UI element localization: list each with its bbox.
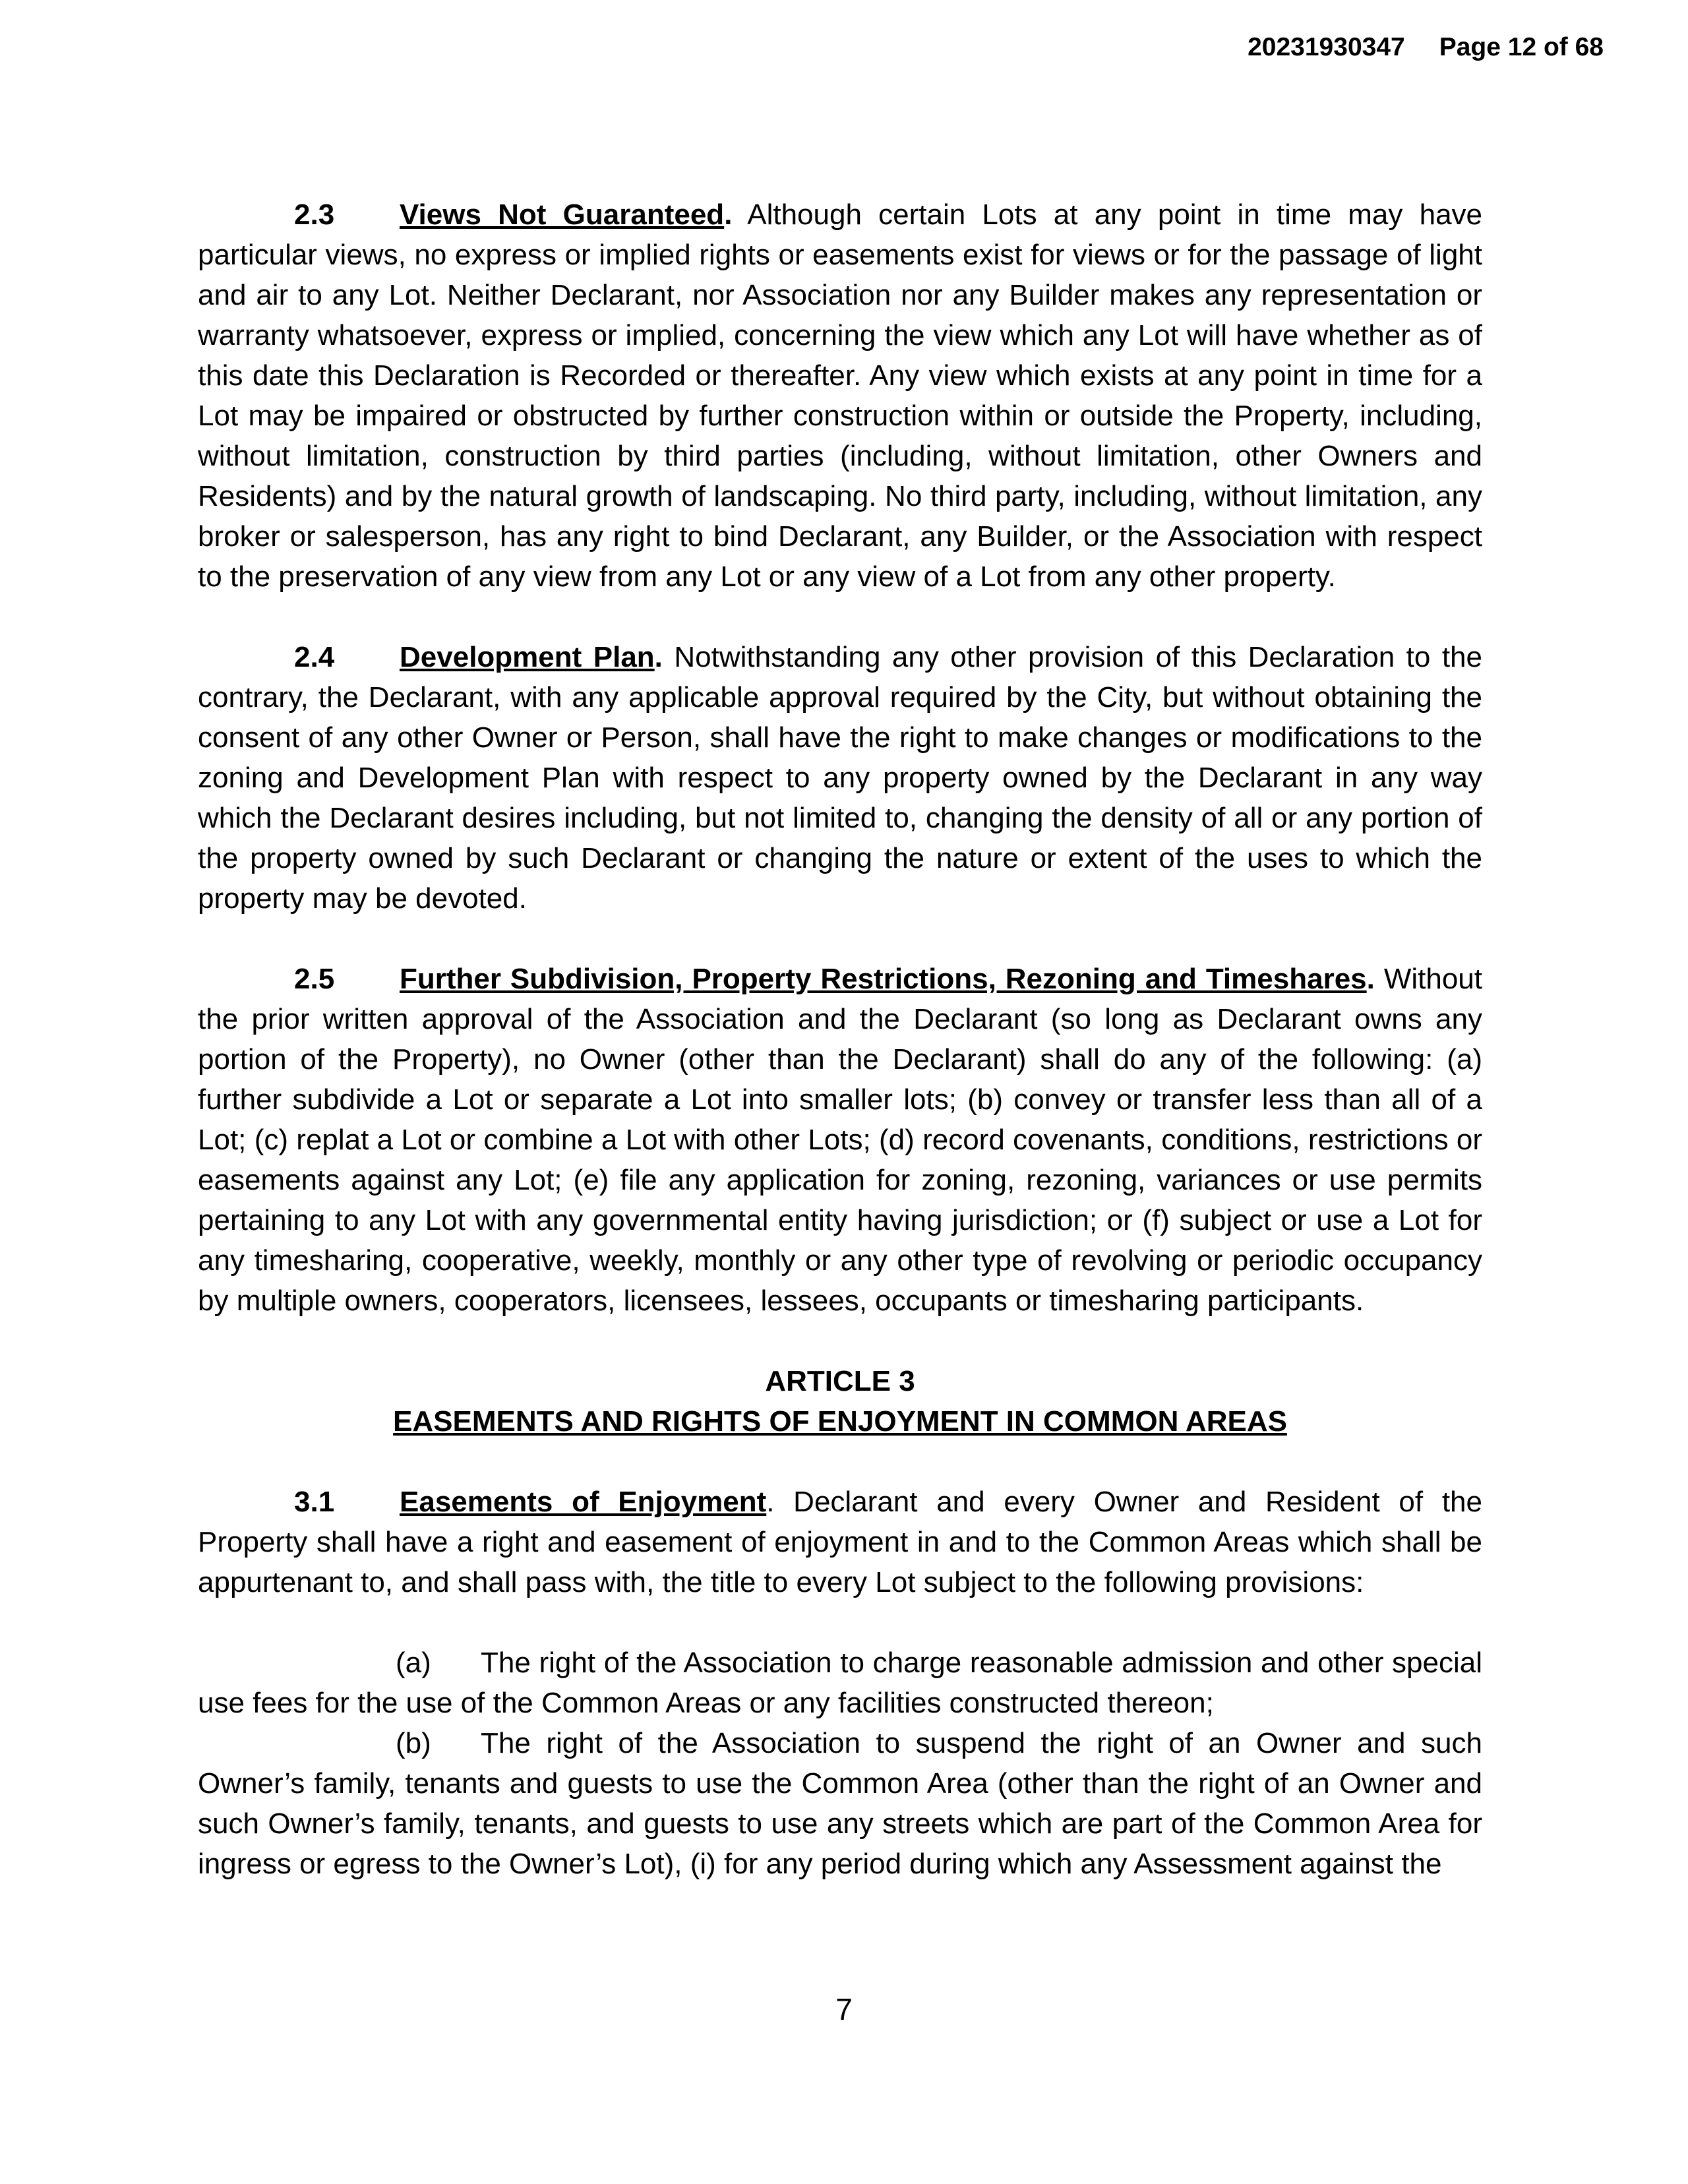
section-text: Without the prior written approval of the Association and the Declarant (so long as Declarant owns any portion of the Property), no Owner (other than the Declarant) shall do any of the following: (a) further subdivide a Lot or separate a Lot into smaller lots; (b) convey or transfer less than all of a Lot; (c) replat a Lot or combine a Lot with other Lots; (d) record covenants, conditions, restrictions or easements against any Lot; (e) file any application for zoning, rezoning, variances or use permits pertaining to any Lot with any governmental entity having jurisdiction; or (f) subject or use a Lot for any timesharing, cooperative, weekly, monthly or any other type of revolving or periodic occupancy by multiple owners, cooperators, licensees, lessees, occupants or timesharing participants. (198, 963, 1482, 1317)
document-number: 20231930347 (1248, 33, 1405, 61)
list-item-text: The right of the Association to charge reasonable admission and other special use fees for the use of the Common Areas or any facilities constructed thereon; (198, 1647, 1482, 1719)
section-2-4: 2.4 Development Plan. Notwithstanding any other provision of this Declaration to the contrary, the Declarant, with any applicable approval required by the City, but without obtaining the consent of any other Owner or Person, shall have the right to make changes or modifications to the zoning and Development Plan with respect to any property owned by the Declarant in any way which the Declarant desires including, but not limited to, changing the density of all or any portion of the property owned by such Declarant or changing the nature or extent of the uses to which the property may be devoted. (198, 637, 1482, 919)
recording-stamp (1248, 33, 1604, 62)
section-heading: Easements of Enjoyment (400, 1486, 767, 1518)
page-label: Page 12 of 68 (1439, 33, 1604, 61)
article-label: ARTICLE 3 (765, 1365, 915, 1397)
section-2-5: 2.5 Further Subdivision, Property Restrictions, Rezoning and Timeshares. Without the prior written approval of the Association and the Declarant (so long as Declarant owns any portion of the Property), no Owner (other than the Declarant) shall do any of the following: (a) further subdivide a Lot or separate a Lot into smaller lots; (b) convey or transfer less than all of a Lot; (c) replat a Lot or combine a Lot with other Lots; (d) record covenants, conditions, restrictions or easements against any Lot; (e) file any application for zoning, rezoning, variances or use permits pertaining to any Lot with any governmental entity having jurisdiction; or (f) subject or use a Lot for any timesharing, cooperative, weekly, monthly or any other type of revolving or periodic occupancy by multiple owners, cooperators, licensees, lessees, occupants or timesharing participants. (198, 959, 1482, 1321)
list-item-label: (b) (396, 1727, 431, 1759)
section-2-3: 2.3 Views Not Guaranteed. Although certain Lots at any point in time may have particular views, no express or implied rights or easements exist for views or for the passage of light and air to any Lot. Neither Declarant, nor Association nor any Builder makes any representation or warranty whatsoever, express or implied, concerning the view which any Lot will have whether as of this date this Declaration is Recorded or thereafter. Any view which exists at any point in time for a Lot may be impaired or obstructed by further construction within or outside the Property, including, without limitation, construction by third parties (including, without limitation, other Owners and Residents) and by the natural growth of landscaping. No third party, including, without limitation, any broker or salesperson, has any right to bind Declarant, any Builder, or the Association with respect to the preservation of any view from any Lot or any view of a Lot from any other property. (198, 195, 1482, 597)
list-item-label: (a) (396, 1647, 431, 1679)
page-number: 7 (835, 1992, 853, 2026)
section-heading: Views Not Guaranteed (400, 198, 725, 231)
list-item-text: The right of the Association to suspend the right of an Owner and such Owner’s family, tenants and guests to use the Common Area (other than the right of an Owner and such Owner’s family, tenants, and guests to use any streets which are part of the Common Area for ingress or egress to the Owner’s Lot), (i) for any period during which any Assessment against the (198, 1727, 1482, 1880)
document-body (198, 195, 1482, 1884)
section-heading: Development Plan (400, 641, 655, 673)
section-number: 2.5 (294, 963, 335, 995)
section-heading: Further Subdivision, Property Restrictions, Rezoning and Timeshares (400, 963, 1367, 995)
section-number: 2.3 (294, 198, 335, 231)
section-3-1: 3.1 Easements of Enjoyment. Declarant and every Owner and Resident of the Property shall have a right and easement of enjoyment in and to the Common Areas which shall be appurtenant to, and shall pass with, the title to every Lot subject to the following provisions: (198, 1482, 1482, 1602)
section-number: 2.4 (294, 641, 335, 673)
section-text: Notwithstanding any other provision of this Declaration to the contrary, the Declarant, with any applicable approval required by the City, but without obtaining the consent of any other Owner or Person, shall have the right to make changes or modifications to the zoning and Development Plan with respect to any property owned by the Declarant in any way which the Declarant desires including, but not limited to, changing the density of all or any portion of the property owned by such Declarant or changing the nature or extent of the uses to which the property may be devoted. (198, 641, 1482, 915)
list-item-b (198, 1723, 1482, 1884)
article-title: EASEMENTS AND RIGHTS OF ENJOYMENT IN COMMON AREAS (393, 1405, 1287, 1438)
section-text: Although certain Lots at any point in time may have particular views, no express or implied rights or easements exist for views or for the passage of light and air to any Lot. Neither Declarant, nor Association nor any Builder makes any representation or warranty whatsoever, express or implied, concerning the view which any Lot will have whether as of this date this Declaration is Recorded or thereafter. Any view which exists at any point in time for a Lot may be impaired or obstructed by further construction within or outside the Property, including, without limitation, construction by third parties (including, without limitation, other Owners and Residents) and by the natural growth of landscaping. No third party, including, without limitation, any broker or salesperson, has any right to bind Declarant, any Builder, or the Association with respect to the preservation of any view from any Lot or any view of a Lot from any other property. (198, 198, 1483, 593)
section-text: Declarant and every Owner and Resident of the Property shall have a right and easement of enjoyment in and to the Common Areas which shall be appurtenant to, and shall pass with, the title to every Lot subject to the following provisions: (198, 1486, 1482, 1598)
section-number: 3.1 (294, 1486, 335, 1518)
list-item-a (198, 1643, 1482, 1723)
article-heading (198, 1361, 1482, 1441)
